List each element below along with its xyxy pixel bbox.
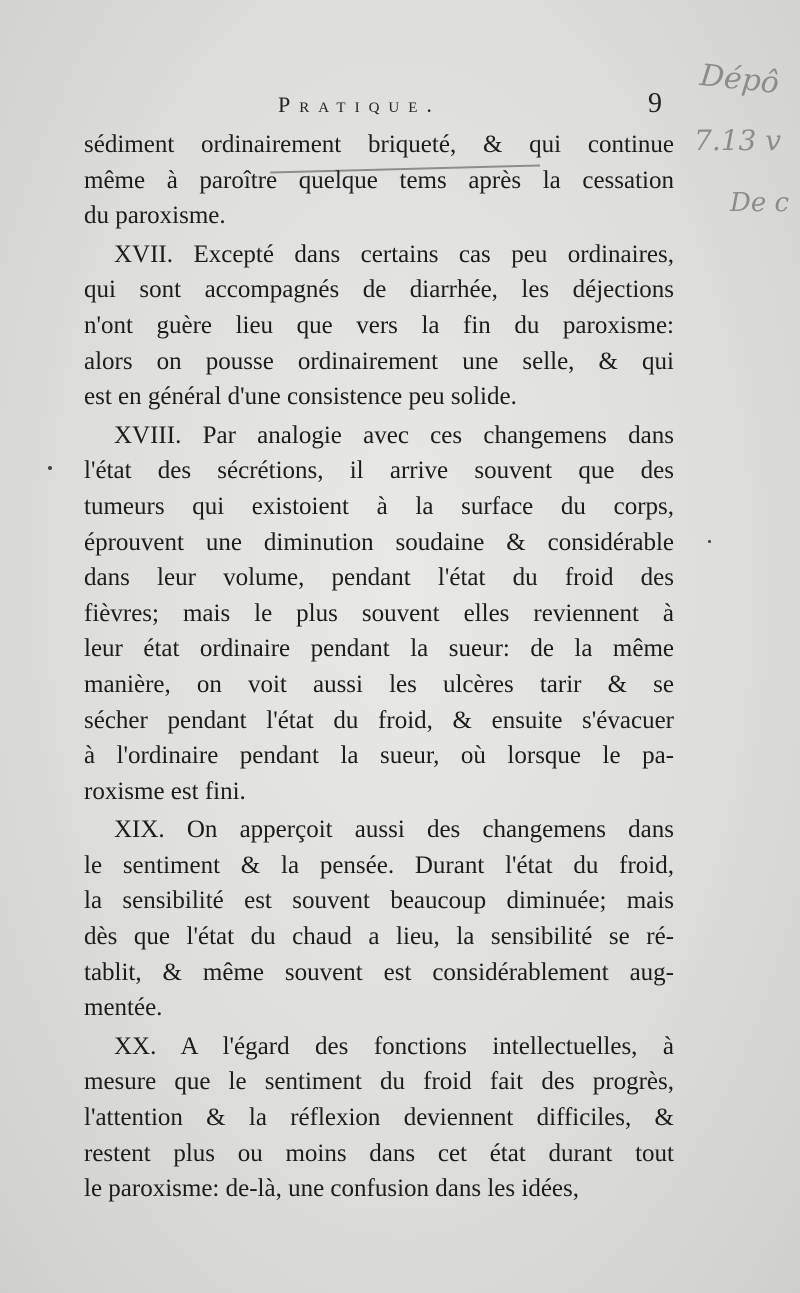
text-line: à l'ordinaire pendant la sueur, où lorsque le pa- [84, 742, 674, 770]
text-line: alors on pousse ordinairement une selle, & qui [84, 347, 674, 375]
text-line: roxisme est fini. [84, 777, 246, 805]
text-line: du paroxisme. [84, 202, 226, 230]
text-line: XIX. On apperçoit aussi des changemens dans [114, 816, 674, 844]
text-line: dans leur volume, pendant l'état du froid des [84, 564, 674, 592]
text-line: tumeurs qui existoient à la surface du corps, [84, 492, 674, 520]
text-line: sécher pendant l'état du froid, & ensuite s'évacuer [84, 706, 674, 734]
text-line: le paroxisme: de-là, une confusion dans les idées, [84, 1175, 579, 1203]
paragraph-xx [84, 1029, 674, 1207]
ink-speck [48, 466, 52, 470]
text-line: manière, on voit aussi les ulcères tarir & se [84, 670, 674, 698]
ink-speck [708, 540, 711, 543]
page-number: 9 [648, 88, 662, 119]
text-line: l'attention & la réflexion deviennent difficiles, & [84, 1104, 674, 1132]
text-line: qui sont accompagnés de diarrhée, les déjections [84, 276, 674, 304]
text-line: le sentiment & la pensée. Durant l'état du froid, [84, 851, 674, 879]
running-title: Pratique. [278, 92, 441, 117]
text-line: tablit, & même souvent est considérablement aug- [84, 958, 674, 986]
text-line: la sensibilité est souvent beaucoup diminuée; mais [84, 887, 674, 915]
text-line: XX. A l'égard des fonctions intellectuelles, à [114, 1032, 674, 1060]
text-line: éprouvent une diminution soudaine & considérable [84, 528, 674, 556]
text-line: même à paroître quelque tems après la cessation [84, 166, 674, 194]
text-line: fièvres; mais le plus souvent elles reviennent à [84, 599, 674, 627]
paragraph-xvii [84, 237, 674, 415]
text-line: XVII. Excepté dans certains cas peu ordinaires, [114, 240, 674, 268]
text-line: n'ont guère lieu que vers la fin du paroxisme: [84, 311, 674, 339]
body-text [84, 127, 674, 1207]
paragraph-xix [84, 812, 674, 1026]
paragraph-xviii [84, 418, 674, 810]
margin-annotation: De c [730, 188, 790, 218]
paragraph-cont [84, 127, 674, 234]
margin-annotation: Dépô [698, 57, 781, 102]
text-line: mesure que le sentiment du froid fait des progrès, [84, 1068, 674, 1096]
text-line: restent plus ou moins dans cet état durant tout [84, 1139, 674, 1167]
text-line: sédiment ordinairement briqueté, & qui continue [84, 131, 674, 158]
text-line: mentée. [84, 994, 163, 1022]
text-line: XVIII. Par analogie avec ces changemens dans [114, 421, 674, 449]
margin-annotation: 7.13 v [694, 124, 782, 157]
text-line: leur état ordinaire pendant la sueur: de la même [84, 635, 674, 663]
text-line: dès que l'état du chaud a lieu, la sensibilité se ré- [84, 923, 674, 951]
text-line: est en général d'une consistence peu solide. [84, 383, 517, 411]
text-line: l'état des sécrétions, il arrive souvent que des [84, 457, 674, 485]
page-header [0, 88, 800, 128]
